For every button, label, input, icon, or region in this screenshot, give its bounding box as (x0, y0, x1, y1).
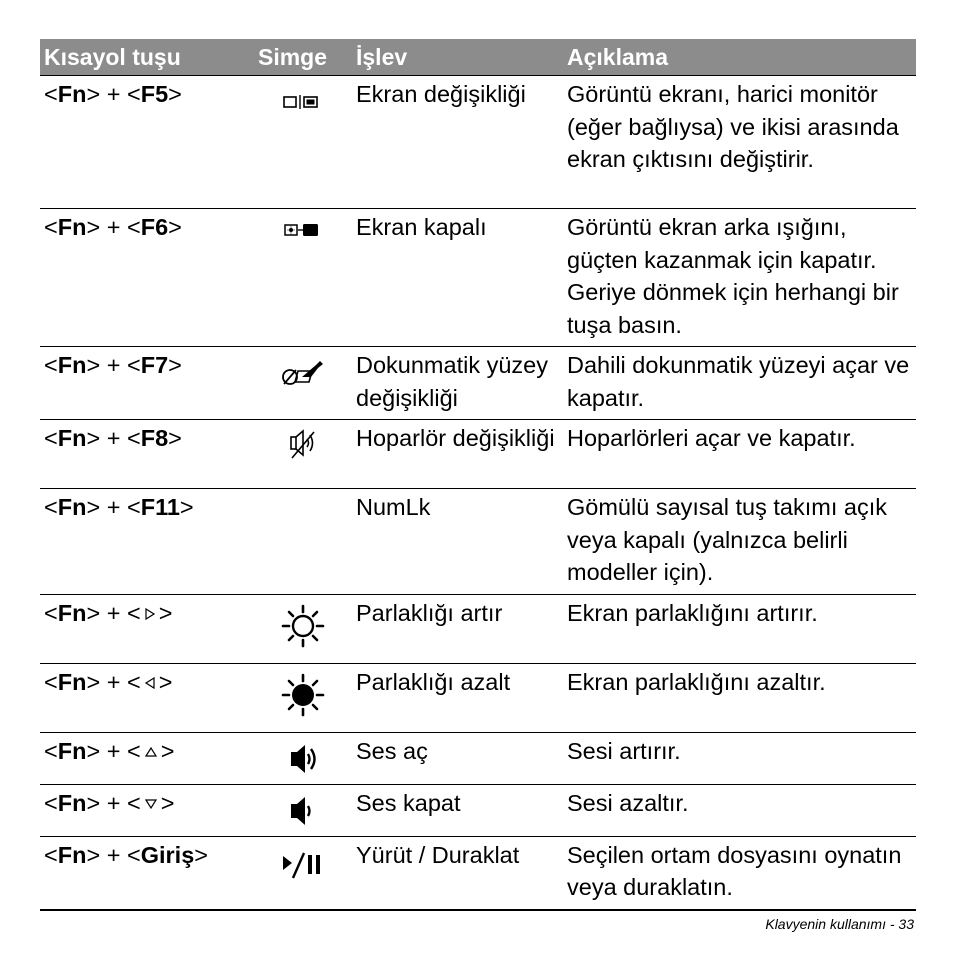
function-cell: Parlaklığı artır (352, 594, 563, 663)
plus-sign: + (106, 352, 121, 378)
plus-sign: + (106, 599, 121, 626)
fn-key: Fn (57, 352, 87, 378)
icon-cell (254, 836, 352, 910)
touchpad-toggle-icon (278, 355, 328, 391)
hotkey-key: F6 (140, 214, 169, 240)
plus-sign: + (106, 214, 121, 240)
function-cell: Ekran kapalı (352, 209, 563, 347)
table-row (40, 420, 916, 489)
page-footer: Klavyenin kullanımı - 33 (765, 916, 914, 932)
hotkey-cell: <Fn> + <F11> (40, 489, 254, 595)
function-cell: Hoparlör değişikliği (352, 420, 563, 489)
function-cell: Ekran değişikliği (352, 76, 563, 209)
table-row (40, 836, 916, 910)
table-row (40, 784, 916, 836)
triangle-down-icon (144, 798, 158, 810)
fn-key: Fn (57, 599, 87, 626)
table-row (40, 209, 916, 347)
icon-cell (254, 347, 352, 420)
function-cell: Parlaklığı azalt (352, 663, 563, 732)
hotkey-key: F8 (140, 425, 169, 451)
brightness-down-icon (278, 672, 328, 718)
function-cell: NumLk (352, 489, 563, 595)
fn-key: Fn (57, 789, 87, 816)
fn-key: Fn (57, 737, 87, 764)
table-row (40, 489, 916, 595)
header-description: Açıklama (563, 39, 916, 76)
plus-sign: + (106, 425, 121, 451)
hotkey-cell: <Fn> + < > (40, 732, 254, 784)
hotkey-cell: <Fn> + < > (40, 663, 254, 732)
icon-cell (254, 784, 352, 836)
fn-key: Fn (57, 425, 87, 451)
plus-sign: + (106, 668, 121, 695)
triangle-left-icon (144, 676, 156, 690)
hotkey-cell: <Fn> + <F6> (40, 209, 254, 347)
table-header (40, 39, 916, 76)
plus-sign: + (106, 494, 121, 520)
hotkey-cell: <Fn> + < > (40, 594, 254, 663)
display-toggle-icon (278, 86, 328, 116)
description-cell: Hoparlörleri açar ve kapatır. (563, 420, 916, 489)
icon-cell (254, 76, 352, 209)
fn-key: Fn (57, 81, 87, 107)
display-off-icon (278, 215, 328, 245)
table-row (40, 594, 916, 663)
triangle-right-icon (144, 607, 156, 621)
function-cell: Yürüt / Duraklat (352, 836, 563, 910)
hotkey-key: Giriş (140, 841, 195, 868)
table-row (40, 663, 916, 732)
hotkey-key: F5 (140, 81, 169, 107)
description-cell: Gömülü sayısal tuş takımı açık veya kapalı (yalnızca belirli modeller için). (563, 489, 916, 595)
table-row (40, 76, 916, 209)
description-cell: Görüntü ekranı, harici monitör (eğer bağlıysa) ve ikisi arasında ekran çıktısını değiştirir. (563, 76, 916, 209)
description-cell: Seçilen ortam dosyasını oynatın veya duraklatın. (563, 836, 916, 910)
header-hotkey: Kısayol tuşu (40, 39, 254, 76)
volume-up-icon (278, 739, 328, 779)
description-cell: Sesi artırır. (563, 732, 916, 784)
icon-cell (254, 663, 352, 732)
plus-sign: + (106, 841, 121, 868)
fn-key: Fn (57, 494, 87, 520)
table-row (40, 732, 916, 784)
fn-key: Fn (57, 841, 87, 868)
icon-cell (254, 209, 352, 347)
description-cell: Görüntü ekran arka ışığını, güçten kazanmak için kapatır. Geriye dönmek için herhangi bir tuşa basın. (563, 209, 916, 347)
plus-sign: + (106, 737, 121, 764)
icon-cell (254, 594, 352, 663)
function-cell: Ses aç (352, 732, 563, 784)
speaker-toggle-icon (278, 426, 328, 462)
table-row (40, 347, 916, 420)
header-icon: Simge (254, 39, 352, 76)
description-cell: Dahili dokunmatik yüzeyi açar ve kapatır. (563, 347, 916, 420)
plus-sign: + (106, 789, 121, 816)
hotkey-cell: <Fn> + <F5> (40, 76, 254, 209)
description-cell: Sesi azaltır. (563, 784, 916, 836)
description-cell: Ekran parlaklığını artırır. (563, 594, 916, 663)
icon-cell (254, 732, 352, 784)
triangle-up-icon (144, 746, 158, 758)
function-cell: Ses kapat (352, 784, 563, 836)
table-body (40, 76, 916, 910)
hotkey-table (40, 39, 916, 911)
hotkey-key: F11 (140, 494, 180, 520)
hotkey-cell: <Fn> + < > (40, 784, 254, 836)
play-pause-icon (275, 849, 331, 885)
header-row (40, 39, 916, 76)
plus-sign: + (106, 81, 121, 107)
hotkey-cell: <Fn> + <F7> (40, 347, 254, 420)
description-cell: Ekran parlaklığını azaltır. (563, 663, 916, 732)
hotkey-cell: <Fn> + <Giriş> (40, 836, 254, 910)
function-cell: Dokunmatik yüzey değişikliği (352, 347, 563, 420)
header-function: İşlev (352, 39, 563, 76)
volume-down-icon (278, 791, 328, 831)
fn-key: Fn (57, 668, 87, 695)
hotkey-cell: <Fn> + <F8> (40, 420, 254, 489)
fn-key: Fn (57, 214, 87, 240)
icon-cell (254, 420, 352, 489)
icon-cell (254, 489, 352, 595)
brightness-up-icon (278, 603, 328, 649)
hotkey-key: F7 (140, 352, 169, 378)
